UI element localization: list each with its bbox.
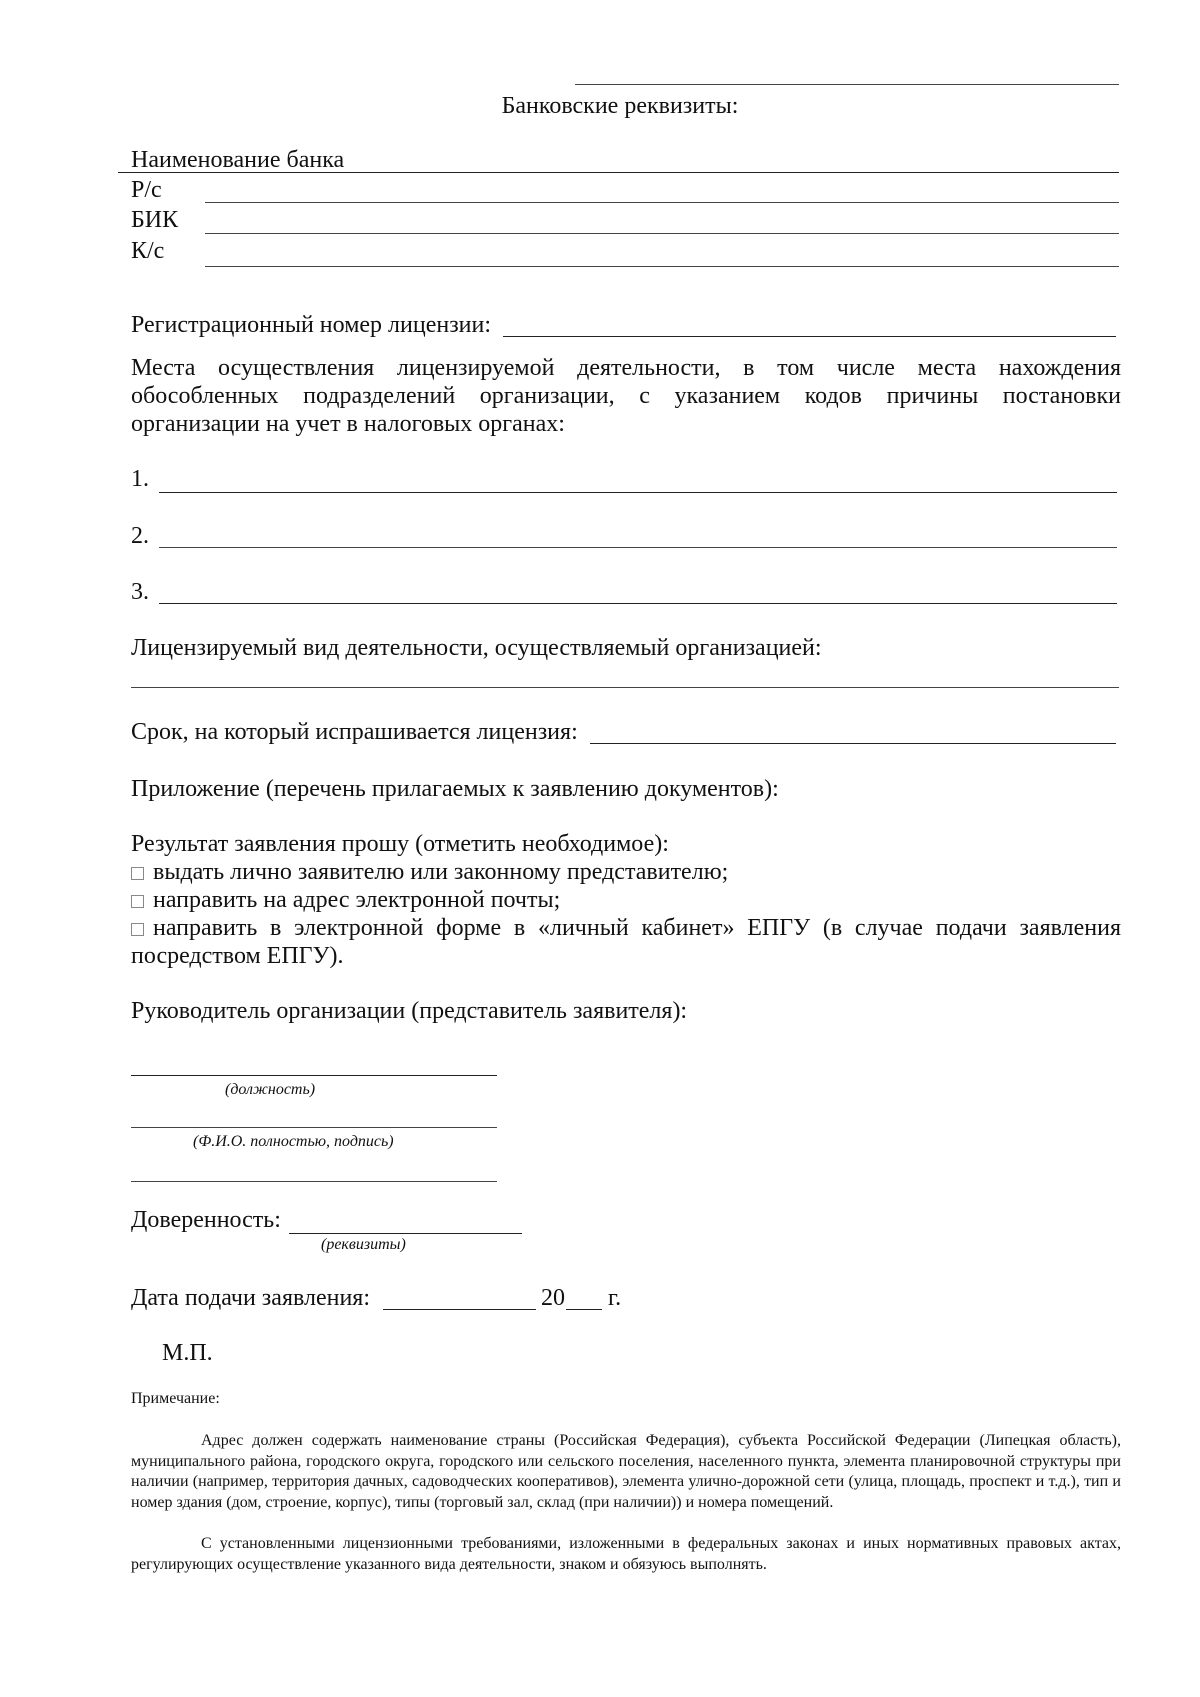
- checkbox-icon[interactable]: [131, 867, 144, 880]
- bik-line[interactable]: [205, 233, 1119, 234]
- top-rule: [575, 84, 1119, 85]
- proxy-line[interactable]: [289, 1233, 522, 1234]
- year-suffix: г.: [608, 1285, 622, 1311]
- stamp-label: М.П.: [162, 1340, 213, 1366]
- fio-line[interactable]: [131, 1127, 497, 1128]
- signature-line[interactable]: [131, 1181, 497, 1182]
- year-prefix: 20: [541, 1285, 565, 1311]
- license-number-label: Регистрационный номер лицензии:: [131, 312, 492, 338]
- checkbox-icon[interactable]: [131, 895, 144, 908]
- date-line[interactable]: [383, 1309, 536, 1310]
- place-line-1[interactable]: [159, 492, 1117, 493]
- checkbox-icon[interactable]: [131, 923, 144, 936]
- corr-account-label: К/с: [131, 238, 165, 264]
- places-paragraph: Места осуществления лицензируемой деятельности, в том числе места нахождения обособленных подразделений организации, с указанием кодов причины постановки организации на учет в налоговых органах:: [131, 355, 1121, 437]
- result-option-1-label: выдать лично заявителю или законному представителю;: [153, 859, 729, 885]
- proxy-caption: (реквизиты): [321, 1236, 406, 1253]
- place-number-2: 2.: [131, 523, 149, 549]
- bank-heading: Банковские реквизиты:: [501, 93, 739, 119]
- head-label: Руководитель организации (представитель заявителя):: [131, 998, 688, 1024]
- place-line-2[interactable]: [159, 547, 1117, 548]
- result-option-2-label: направить на адрес электронной почты;: [153, 887, 561, 913]
- place-line-3[interactable]: [159, 603, 1117, 604]
- activity-label: Лицензируемый вид деятельности, осуществляемый организацией:: [131, 635, 822, 661]
- account-line[interactable]: [205, 202, 1119, 203]
- license-number-line[interactable]: [503, 336, 1116, 337]
- position-caption: (должность): [225, 1081, 316, 1098]
- result-option-3-label: направить в электронной форме в «личный кабинет» ЕПГУ (в случае подачи заявления посредством ЕПГУ).: [131, 915, 1121, 969]
- place-number-1: 1.: [131, 466, 149, 492]
- result-option-2[interactable]: [131, 886, 560, 914]
- note-heading: Примечание:: [131, 1390, 220, 1407]
- appendix-label: Приложение (перечень прилагаемых к заявлению документов):: [131, 776, 779, 802]
- year-line[interactable]: [566, 1309, 602, 1310]
- result-heading: Результат заявления прошу (отметить необходимое):: [131, 831, 669, 857]
- corr-account-line[interactable]: [205, 266, 1119, 267]
- proxy-label: Доверенность:: [131, 1207, 281, 1233]
- bik-label: БИК: [131, 207, 179, 233]
- result-option-1[interactable]: [131, 858, 728, 886]
- note-paragraph-2: С установленными лицензионными требованиями, изложенными в федеральных законах и иных нормативных правовых актах, регулирующих осуществление указанного вида деятельности, знаком и обязуюсь выполнять.: [131, 1535, 1121, 1573]
- account-label: Р/с: [131, 177, 162, 203]
- position-line[interactable]: [131, 1075, 497, 1076]
- bank-name-label: Наименование банка: [131, 147, 345, 173]
- term-label: Срок, на который испрашивается лицензия:: [131, 719, 578, 745]
- date-label: Дата подачи заявления:: [131, 1285, 371, 1311]
- fio-caption: (Ф.И.О. полностью, подпись): [193, 1133, 394, 1150]
- note-paragraph-1: Адрес должен содержать наименование страны (Российская Федерация), субъекта Российской Федерации (Липецкая область), муниципального района, городского округа, городского или сельского поселения, населенного пункта, элемента планировочной структуры при наличии (например, территория дачных, садоводческих кооперативов), элемента улично-дорожной сети (улица, площадь, проспект и т.д.), тип и номер здания (дом, строение, корпус), типы (торговый зал, склад (при наличии)) и номера помещений.: [131, 1432, 1121, 1511]
- activity-line[interactable]: [131, 687, 1119, 688]
- term-line[interactable]: [590, 743, 1116, 744]
- place-number-3: 3.: [131, 579, 149, 605]
- result-option-3[interactable]: [131, 914, 1121, 970]
